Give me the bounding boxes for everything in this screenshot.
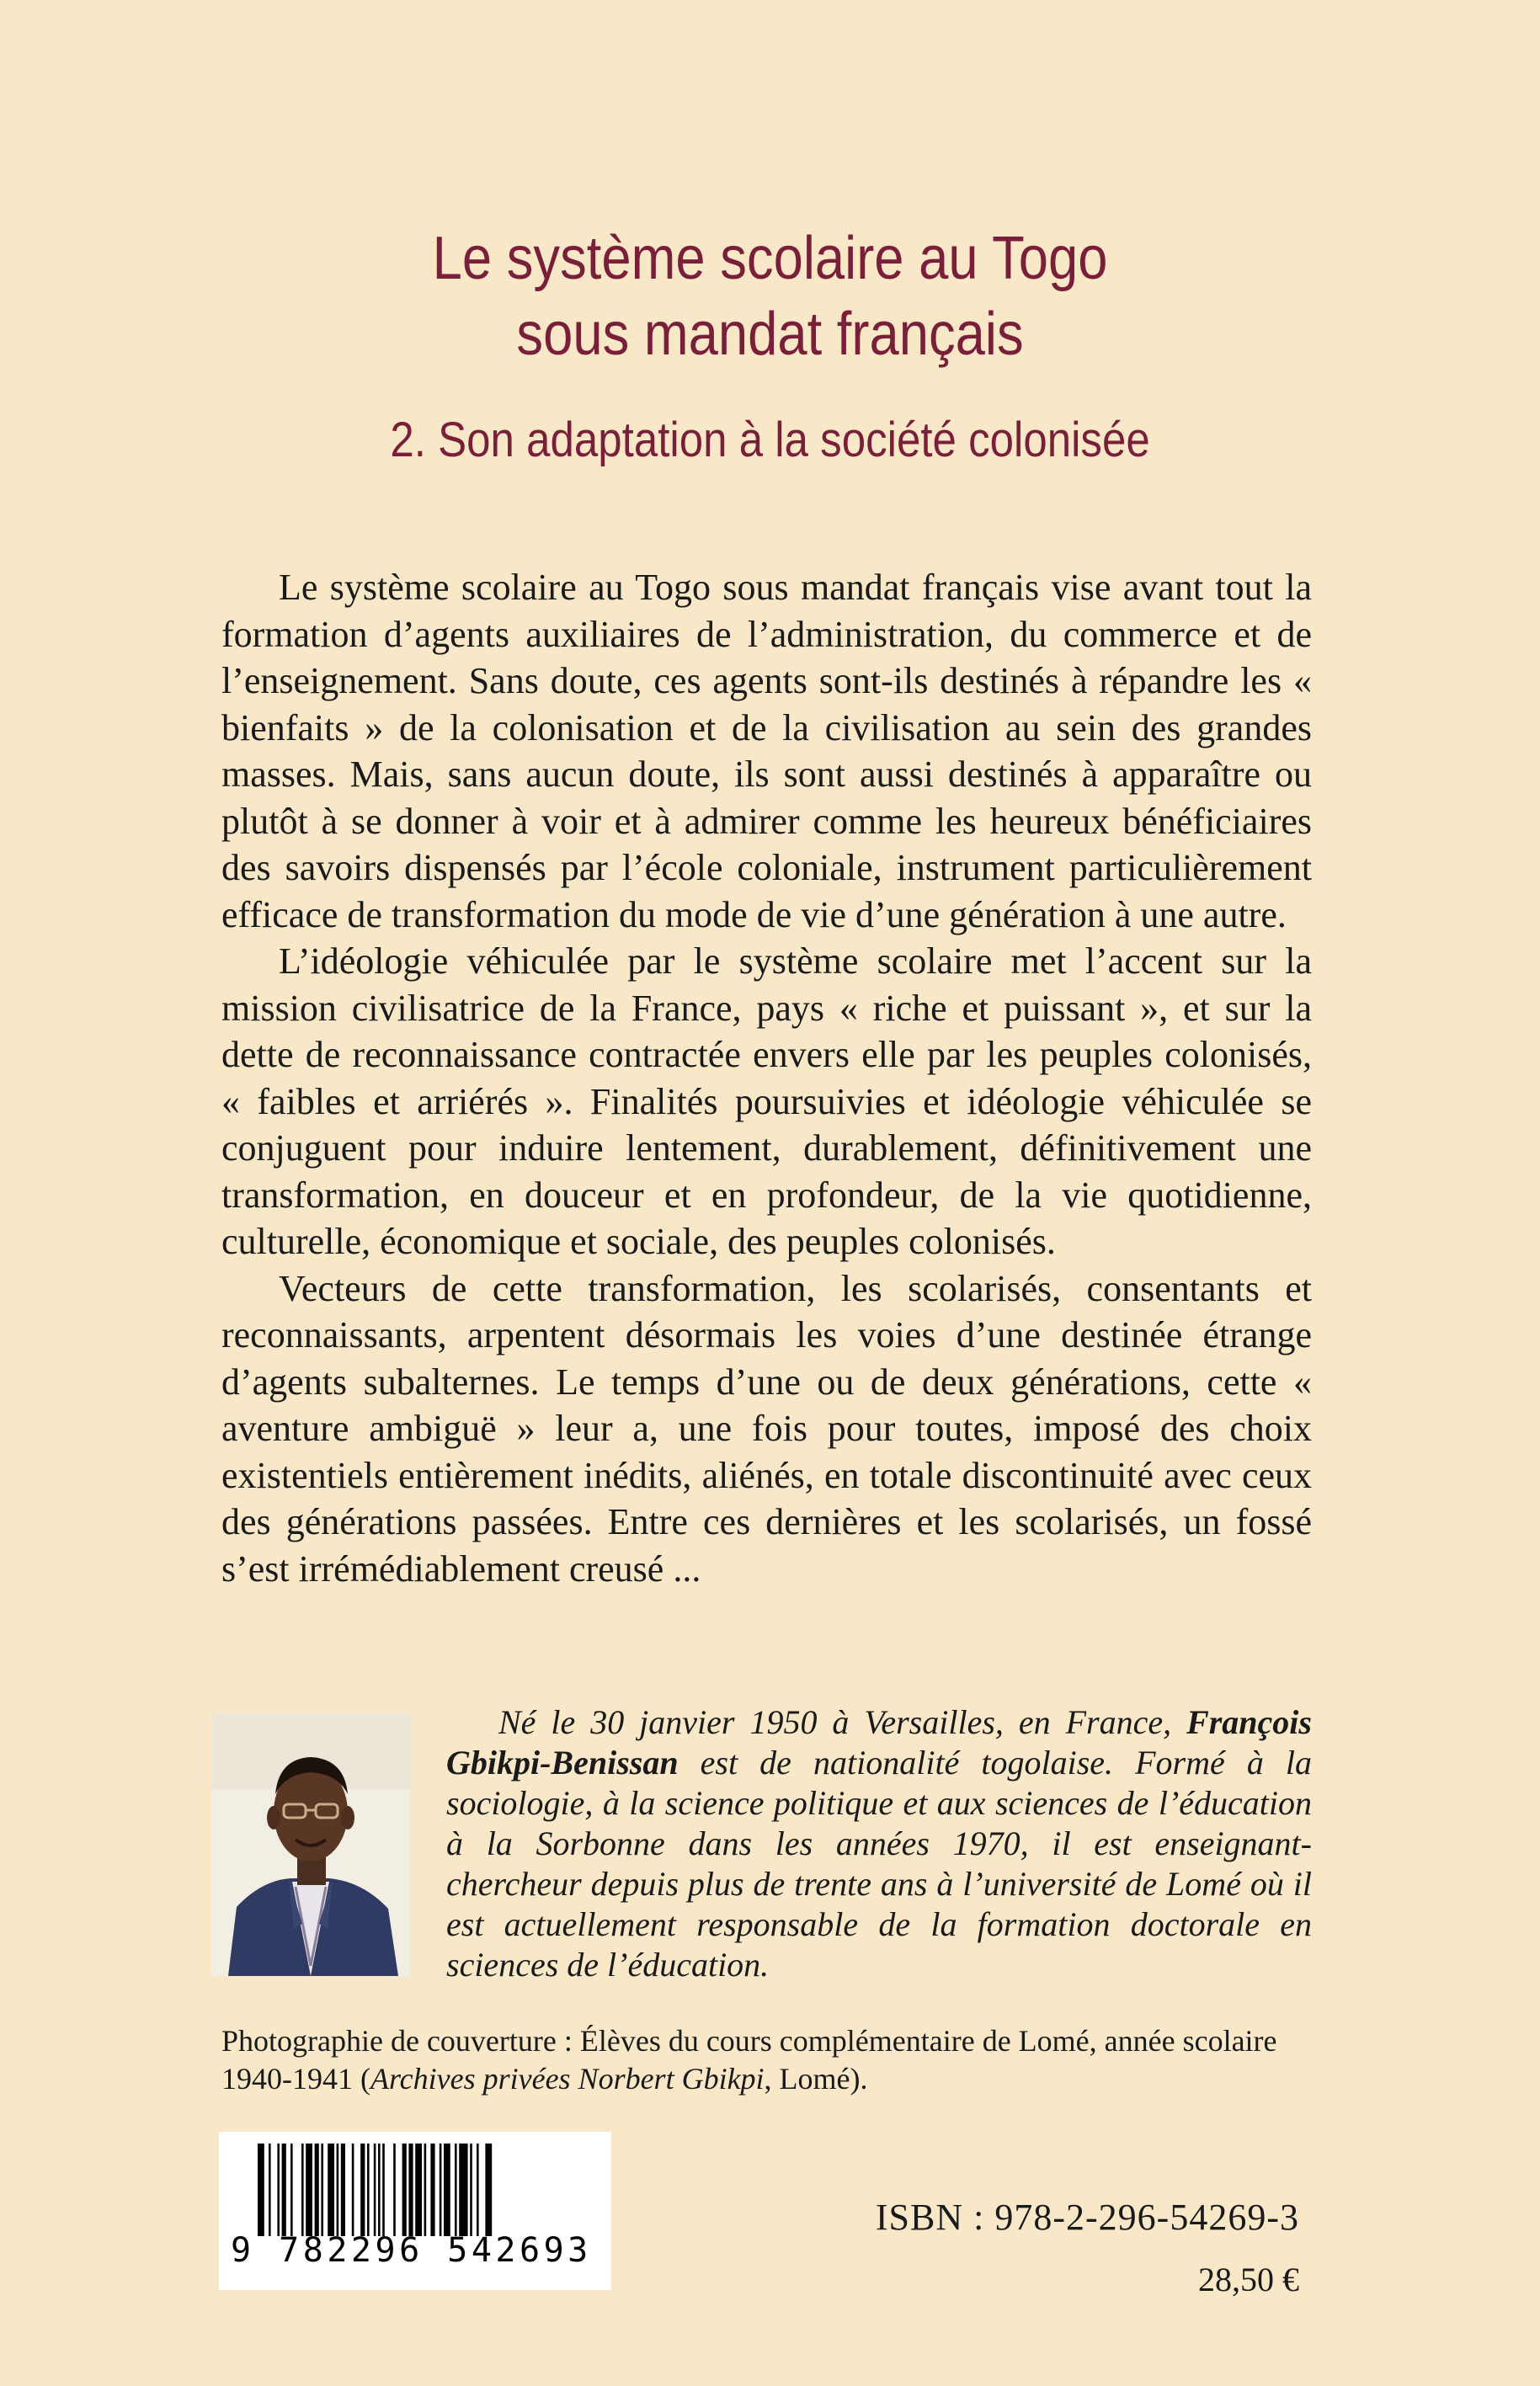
barcode-bar bbox=[341, 2144, 345, 2236]
barcode-bar bbox=[408, 2144, 413, 2236]
barcode-digits: 9 782296 542693 bbox=[231, 2231, 592, 2270]
barcode-bar bbox=[277, 2144, 280, 2236]
credit-suffix: , Lomé). bbox=[764, 2062, 868, 2096]
photo-credit bbox=[221, 2022, 1312, 2098]
blurb-paragraph-3: Vecteurs de cette transformation, les scolarisés, consentants et reconnaissants, arpentent désormais les voies d’une destinée étrange d’agents subalternes. Le temps d’une ou de deux générations, cette « aventure ambiguë » leur a, une fois pour toutes, imposé des choix existentiels entièrement inédits, aliénés, en totale discontinuité avec ceux des générations passées. Entre ces dernières et les scolarisés, un fossé s’est irrémédiablement creusé ... bbox=[221, 1267, 1312, 1590]
author-photo bbox=[211, 1713, 410, 1976]
barcode-bar bbox=[290, 2144, 293, 2236]
barcode-bar bbox=[352, 2144, 354, 2236]
barcode-bar bbox=[328, 2144, 334, 2236]
book-subtitle: 2. Son adaptation à la société colonisée bbox=[390, 413, 1150, 467]
barcode-bar bbox=[306, 2144, 312, 2236]
barcode-bar bbox=[485, 2144, 492, 2236]
barcode-bar bbox=[393, 2144, 396, 2236]
barcode-bar bbox=[315, 2144, 319, 2236]
barcode-bar bbox=[402, 2144, 407, 2236]
barcode-bar bbox=[477, 2144, 479, 2236]
author-bio bbox=[446, 1702, 1312, 1985]
barcode-bar bbox=[382, 2144, 385, 2236]
barcode bbox=[219, 2132, 611, 2290]
barcode-bar bbox=[282, 2144, 286, 2236]
price: 28,50 € bbox=[1198, 2261, 1299, 2298]
barcode-bar bbox=[367, 2144, 370, 2236]
barcode-bar bbox=[440, 2144, 442, 2236]
bio-text: est de nationalité togolaise. Formé à la sociologie, à la science politique et aux sciences de l’éducation à la Sorbonne dans les années 1970, il est enseignant-chercheur depuis plus de trente ans à l’université de Lomé où il est actuellement responsable de la formation doctorale en sciences de l’éducation. bbox=[446, 1744, 1312, 1984]
barcode-bar bbox=[455, 2144, 457, 2236]
barcode-bar bbox=[360, 2144, 365, 2236]
barcode-bar bbox=[374, 2144, 376, 2236]
barcode-bar bbox=[415, 2144, 422, 2236]
barcode-bar bbox=[424, 2144, 427, 2236]
barcode-bar bbox=[444, 2144, 450, 2236]
isbn: ISBN : 978-2-296-54269-3 bbox=[875, 2197, 1299, 2238]
barcode-bar bbox=[301, 2144, 304, 2236]
book-title bbox=[93, 221, 1448, 372]
barcode-bar bbox=[459, 2144, 467, 2236]
barcode-bar bbox=[470, 2144, 472, 2236]
credit-prefix: Photographie de couverture : Élèves du cours complémentaire de Lomé, année scolaire 1940-1941 ( bbox=[221, 2024, 1277, 2096]
barcode-bar bbox=[258, 2144, 264, 2236]
title-line-2: sous mandat français bbox=[516, 301, 1024, 368]
barcode-bar bbox=[378, 2144, 381, 2236]
blurb-paragraph-2: L’idéologie véhiculée par le système scolaire met l’accent sur la mission civilisatrice de la France, pays « riche et puissant », et sur la dette de reconnaissance contractée envers elle par les peuples colonisés, « faibles et arriérés ». Finalités poursuivies et idéologie véhiculée se conjuguent pour induire lentement, durablement, définitivement une transformation, en douceur et en profondeur, de la vie quotidienne, culturelle, économique et sociale, des peuples colonisés. bbox=[221, 940, 1312, 1262]
title-line-1: Le système scolaire au Togo bbox=[432, 225, 1108, 292]
barcode-bar bbox=[430, 2144, 434, 2236]
barcode-bar bbox=[337, 2144, 339, 2236]
credit-source: Archives privées Norbert Gbikpi bbox=[370, 2062, 765, 2096]
blurb-paragraph-1: Le système scolaire au Togo sous mandat français vise avant tout la formation d’agents auxiliaires de l’administration, du commerce et de l’enseignement. Sans doute, ces agents sont-ils destinés à répandre les « bienfaits » de la colonisation et de la civilisation au sein des grandes masses. Mais, sans aucun doute, ils sont aussi destinés à apparaître ou plutôt à se donner à voir et à admirer comme les heureux bénéficiaires des savoirs dispensés par l’école coloniale, instrument particulièrement efficace de transformation du mode de vie d’une génération à une autre. bbox=[221, 567, 1312, 935]
barcode-bar bbox=[321, 2144, 323, 2236]
bio-intro: Né le 30 janvier 1950 à Versailles, en France, bbox=[498, 1703, 1187, 1741]
author-name: François Gbikpi-Benissan bbox=[446, 1703, 1312, 1782]
barcode-bar bbox=[269, 2144, 271, 2236]
blurb bbox=[221, 564, 1312, 1592]
